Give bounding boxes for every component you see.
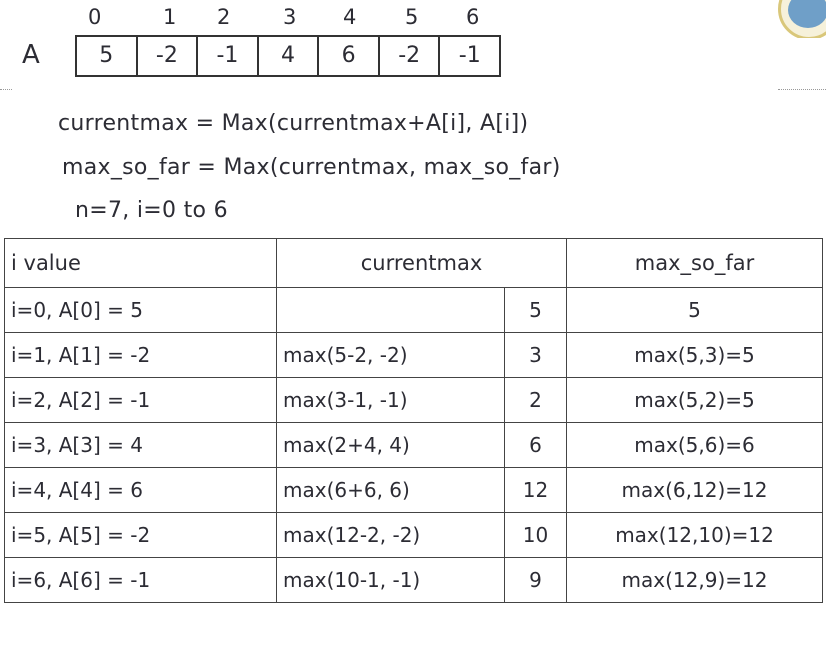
row-max-so-far: max(5,6)=6 bbox=[567, 423, 823, 468]
array-cell: 6 bbox=[317, 37, 378, 75]
array-index-4: 4 bbox=[343, 5, 357, 29]
row-value: i=2, A[2] = -1 bbox=[5, 378, 277, 423]
array-index-0: 0 bbox=[88, 5, 102, 29]
table-row bbox=[5, 423, 823, 468]
array-cell: -1 bbox=[196, 37, 257, 75]
table-row bbox=[5, 333, 823, 378]
row-max-so-far: max(12,9)=12 bbox=[567, 558, 823, 603]
divider bbox=[778, 89, 826, 90]
array-index-3: 3 bbox=[283, 5, 297, 29]
row-value: i=4, A[4] = 6 bbox=[5, 468, 277, 513]
array-cell: -1 bbox=[438, 37, 501, 75]
row-expr: max(5-2, -2) bbox=[277, 333, 505, 378]
row-currentmax: 5 bbox=[505, 288, 567, 333]
row-max-so-far: max(5,2)=5 bbox=[567, 378, 823, 423]
array-cell: 5 bbox=[75, 37, 136, 75]
table-row bbox=[5, 378, 823, 423]
row-currentmax: 3 bbox=[505, 333, 567, 378]
row-max-so-far: max(12,10)=12 bbox=[567, 513, 823, 558]
array-index-6: 6 bbox=[466, 5, 480, 29]
row-expr: max(6+6, 6) bbox=[277, 468, 505, 513]
formula-currentmax: currentmax = Max(currentmax+A[i], A[i]) bbox=[58, 111, 529, 136]
array-index-1: 1 bbox=[163, 5, 177, 29]
row-expr: max(12-2, -2) bbox=[277, 513, 505, 558]
row-expr: max(10-1, -1) bbox=[277, 558, 505, 603]
array-index-5: 5 bbox=[405, 5, 419, 29]
row-expr: max(3-1, -1) bbox=[277, 378, 505, 423]
formula-params: n=7, i=0 to 6 bbox=[75, 198, 228, 223]
row-value: i=3, A[3] = 4 bbox=[5, 423, 277, 468]
array-boxes bbox=[75, 35, 501, 77]
row-value: i=1, A[1] = -2 bbox=[5, 333, 277, 378]
array-cell: 4 bbox=[257, 37, 318, 75]
divider bbox=[0, 89, 12, 90]
array-cell: -2 bbox=[136, 37, 197, 75]
row-value: i=0, A[0] = 5 bbox=[5, 288, 277, 333]
header-currentmax: currentmax bbox=[277, 239, 567, 288]
table-row bbox=[5, 513, 823, 558]
array-name: A bbox=[22, 40, 40, 70]
logo bbox=[776, 0, 826, 38]
row-currentmax: 2 bbox=[505, 378, 567, 423]
row-max-so-far: 5 bbox=[567, 288, 823, 333]
row-value: i=6, A[6] = -1 bbox=[5, 558, 277, 603]
table-row bbox=[5, 558, 823, 603]
row-expr: max(2+4, 4) bbox=[277, 423, 505, 468]
formula-max-so-far: max_so_far = Max(currentmax, max_so_far) bbox=[62, 155, 561, 180]
array-cell: -2 bbox=[378, 37, 439, 75]
table-header-row bbox=[5, 239, 823, 288]
row-currentmax: 9 bbox=[505, 558, 567, 603]
row-currentmax: 12 bbox=[505, 468, 567, 513]
row-currentmax: 6 bbox=[505, 423, 567, 468]
table-row bbox=[5, 288, 823, 333]
row-expr bbox=[277, 288, 505, 333]
row-currentmax: 10 bbox=[505, 513, 567, 558]
row-value: i=5, A[5] = -2 bbox=[5, 513, 277, 558]
table-row bbox=[5, 468, 823, 513]
row-max-so-far: max(6,12)=12 bbox=[567, 468, 823, 513]
trace-table bbox=[4, 238, 823, 603]
array-index-2: 2 bbox=[217, 5, 231, 29]
header-value: i value bbox=[5, 239, 277, 288]
row-max-so-far: max(5,3)=5 bbox=[567, 333, 823, 378]
header-max-so-far: max_so_far bbox=[567, 239, 823, 288]
